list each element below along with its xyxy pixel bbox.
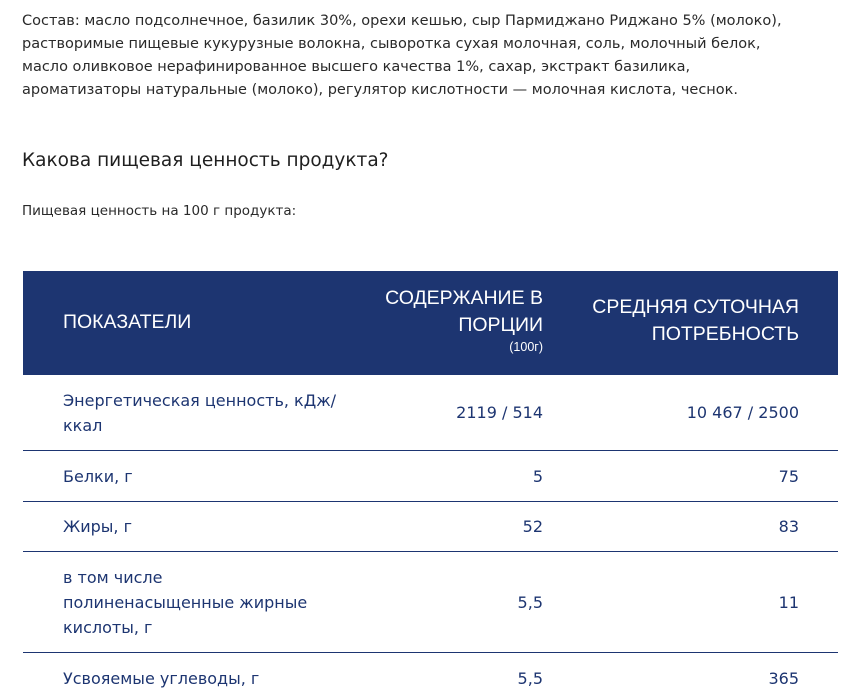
row-portion-value: 5,5 (517, 593, 543, 612)
composition-line: растворимые пищевые кукурузные волокна, сыворотка сухая молочная, соль, молочный белок, (22, 36, 761, 52)
row-portion-value: 52 (522, 517, 543, 536)
row-name-line: полиненасыщенные жирные (63, 593, 308, 612)
table-row (23, 375, 838, 451)
nutrition-subtitle: Пищевая ценность на 100 г продукта: (22, 203, 297, 219)
header-daily-line: ПОТРЕБНОСТЬ (651, 323, 799, 345)
row-daily-value: 365 (768, 669, 799, 688)
composition-line: Состав: масло подсолнечное, базилик 30%, орехи кешью, сыр Пармиджано Риджано 5% (молоко), (22, 13, 782, 29)
table-row (23, 552, 838, 653)
row-name-line: ккал (63, 416, 103, 435)
row-name: Белки, г (63, 467, 133, 486)
row-name: Жиры, г (63, 517, 132, 536)
table-header (23, 271, 838, 375)
nutrition-table (23, 271, 838, 698)
row-daily-value: 75 (778, 467, 799, 486)
table-row (23, 653, 838, 698)
composition-text (22, 10, 837, 102)
table-row (23, 502, 838, 552)
row-name: Усвояемые углеводы, г (63, 669, 260, 688)
row-daily-value: 11 (778, 593, 799, 612)
row-portion-value: 5,5 (517, 669, 543, 688)
row-portion-value: 2119 / 514 (456, 403, 543, 422)
row-name-line: кислоты, г (63, 618, 153, 637)
section-heading: Какова пищевая ценность продукта? (22, 150, 389, 171)
row-daily-value: 83 (778, 517, 799, 536)
row-portion-value: 5 (532, 467, 543, 486)
row-name-line: в том числе (63, 568, 163, 587)
table-row (23, 451, 838, 502)
row-daily-value: 10 467 / 2500 (686, 403, 799, 422)
row-name (63, 565, 363, 640)
row-name (63, 388, 363, 438)
row-name-line: Энергетическая ценность, кДж/ (63, 391, 337, 410)
header-portion-unit: (100г) (509, 340, 543, 354)
composition-line: ароматизаторы натуральные (молоко), регулятор кислотности — молочная кислота, чеснок. (22, 82, 739, 98)
header-daily (592, 294, 799, 348)
header-daily-line: СРЕДНЯЯ СУТОЧНАЯ (592, 296, 799, 318)
header-portion (385, 285, 543, 355)
composition-line: масло оливковое нерафинированное высшего качества 1%, сахар, экстракт базилика, (22, 59, 691, 75)
header-portion-line: ПОРЦИИ (458, 314, 543, 336)
header-indicators: ПОКАЗАТЕЛИ (63, 311, 192, 333)
header-portion-line: СОДЕРЖАНИЕ В (385, 287, 543, 309)
